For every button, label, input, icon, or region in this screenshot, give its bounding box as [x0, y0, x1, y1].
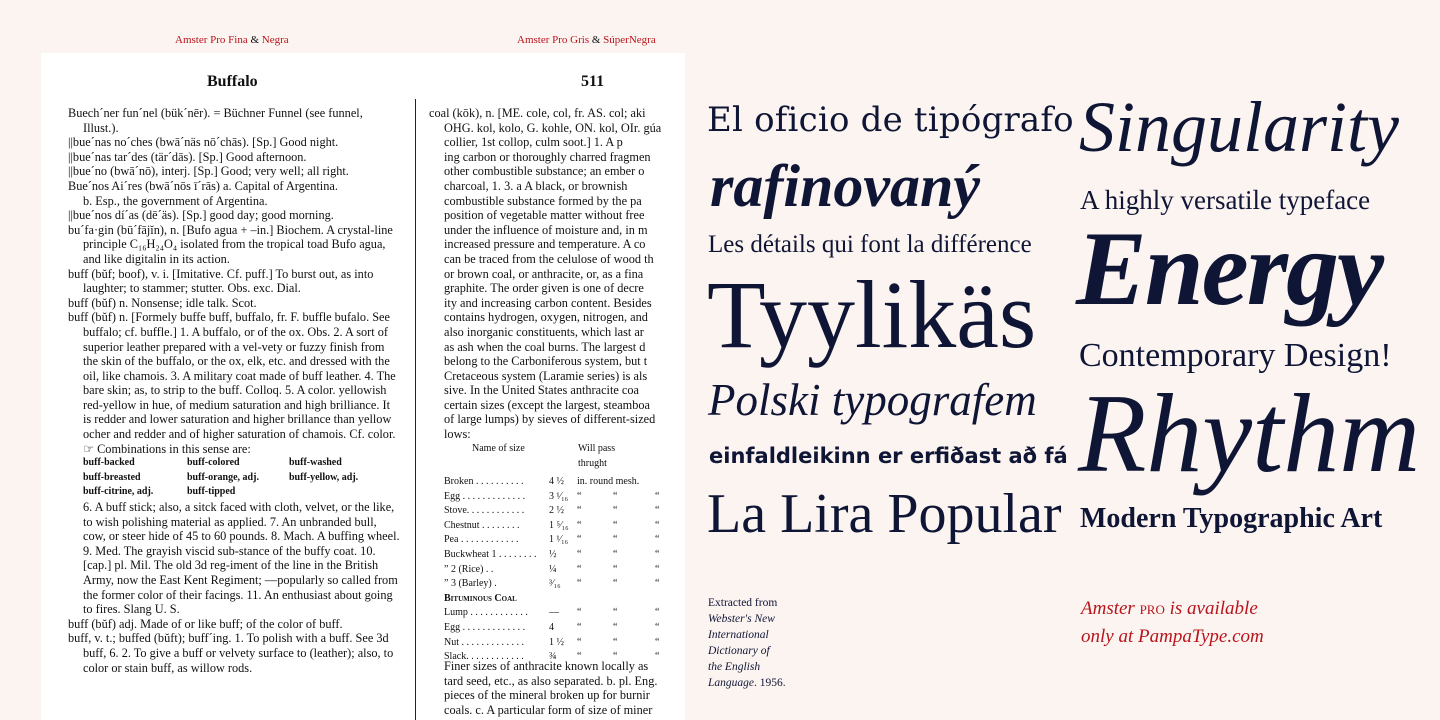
entry: ||bue´nas tar´des (tär´dās). [Sp.] Good afternoon.: [68, 149, 307, 164]
avail-pro: pro: [1139, 598, 1165, 619]
table-cell: “: [655, 490, 660, 502]
coal-size-table: [444, 441, 685, 665]
table-cell: “: [577, 548, 582, 560]
after-table-text: [444, 659, 685, 717]
combination: buff-backed: [83, 457, 135, 469]
combinations-note: ☞ Combinations in this sense are:: [83, 441, 251, 456]
table-cell: ” 3 (Barley) .: [444, 578, 497, 590]
credit-line: Dictionary of: [708, 645, 770, 657]
table-cell: “: [613, 578, 618, 590]
font-name-fina: Amster Pro Fina: [175, 34, 248, 46]
table-row: [444, 533, 685, 548]
entry-line: under the influence of moisture and, in m: [444, 222, 648, 237]
entry-line: contains hydrogen, oxygen, nitrogen, and: [444, 310, 648, 325]
table-cell: ¾: [549, 651, 557, 663]
ampersand: &: [591, 34, 601, 46]
entry-line: coals. c. A particular form of size of miner: [444, 702, 653, 717]
entry: b. Esp., the government of Argentina.: [83, 193, 268, 208]
specimen-singularity: Singularity: [1079, 87, 1399, 167]
table-cell: 1 ½: [549, 636, 564, 648]
column-divider: [415, 99, 416, 720]
combination: buff-orange, adj.: [187, 471, 259, 483]
table-cell: 1 ¹⁄₁₆: [549, 534, 569, 546]
table-cell: ” 2 (Rice) . .: [444, 563, 494, 575]
table-cell: “: [655, 578, 660, 590]
entry-line: of large lumps) by sieves of different-sized: [444, 412, 656, 427]
table-row: [444, 606, 685, 621]
entry-line: as ash when the coal burns. The largest d: [444, 339, 646, 354]
entry-line: sive. In the United States anthracite coa: [444, 383, 639, 398]
specimen-oficio: El oficio de tipógrafo: [707, 100, 1074, 140]
table-cell: —: [549, 607, 559, 619]
entry: ||bue´nas no´ches (bwā´näs nō´chās). [Sp.] Good night.: [68, 135, 339, 150]
table-cell: 3 ¹⁄₁₆: [549, 490, 569, 502]
entry-line: or brown coal, or anthracite, or, as a fina: [444, 266, 644, 281]
font-name-supernegra: SúperNegra: [603, 34, 656, 46]
dictionary-page: [41, 53, 685, 720]
right-column: [429, 106, 685, 442]
credit-line: the English: [708, 661, 761, 673]
table-cell: “: [577, 636, 582, 648]
entry-line: ing carbon or thoroughly charred fragmen: [444, 149, 651, 164]
table-row: [444, 636, 685, 651]
table-cell: in. round mesh.: [577, 476, 640, 487]
avail-name: Amster: [1081, 598, 1135, 619]
combination: buff-colored: [187, 457, 240, 469]
table-cell: “: [655, 621, 660, 633]
table-cell: ¼: [549, 563, 557, 575]
entry: Buech´ner fun´nel (bük´nēr). = Büchner Funnel (see funnel, Illust.).: [68, 106, 363, 135]
page-number: 511: [581, 73, 605, 90]
col-header-size: Name of size: [472, 443, 525, 454]
table-row: [444, 621, 685, 636]
table-cell: 4 ½: [549, 476, 564, 487]
entry-line: Cretaceous system (Laramie series) is als: [444, 368, 648, 383]
table-body: [444, 475, 685, 592]
table-body: [444, 606, 685, 664]
entry-line: charcoal, 1. 3. a A black, or brownish: [444, 178, 628, 193]
entry-line: Finer sizes of anthracite known locally as: [444, 659, 649, 673]
entry-line: graphite. The order given is one of decre: [444, 281, 644, 296]
table-cell: “: [613, 636, 618, 648]
table-section: [444, 592, 685, 607]
table-cell: ³⁄₁₆: [549, 578, 561, 590]
table-cell: “: [613, 563, 618, 575]
specimen-lira: La Lira Popular: [707, 483, 1062, 545]
table-cell: Slack. . . . . . . . . . . .: [444, 651, 524, 663]
entry: 6. A buff stick; also, a sitck faced with cloth, velvet, or the like, to wish polishing material as applied. 7. An unbranded bull, cow, or steer hide of 45 to 60 pounds. 8. Mach. A buffing wheel. 9. Med. The grayish viscid sub-stance of the buffy coat. 10. [cap.] pl. Mil. The old 3d reg-iment of the line in the British Army, now the East Kent Regiment; —popularly so called from the former color of their facings. 11. An enthusiast about going to fires. Slang U. S.: [83, 500, 400, 617]
entry-line: also inorganic constituents, which last ar: [444, 324, 644, 339]
entry-line: lows:: [444, 427, 471, 442]
specimen-contemporary: Contemporary Design!: [1079, 337, 1392, 374]
table-row: [444, 563, 685, 578]
table-cell: Chestnut . . . . . . . .: [444, 519, 520, 531]
table-cell: ½: [549, 548, 557, 560]
table-cell: “: [577, 621, 582, 633]
entry-line: can be traced from the celulose of wood th: [444, 251, 654, 266]
credit-line: Extracted from: [708, 597, 778, 609]
specimen-rhythm: Rhythm: [1078, 372, 1421, 496]
combination: buff-citrine, adj.: [83, 486, 154, 498]
entry-line: tard seed, etc., as also separated. b. pl. Eng.: [444, 673, 658, 688]
col-header-through: thrught: [578, 458, 607, 469]
table-cell: Buckwheat 1 . . . . . . . .: [444, 548, 537, 560]
entry-line: position of vegetable matter without free: [444, 208, 645, 223]
combination: [289, 485, 399, 500]
combination: buff-breasted: [83, 471, 141, 483]
credit-line: International: [708, 629, 769, 641]
entry-line: combustible substance formed by the pa: [444, 193, 642, 208]
table-row: [444, 490, 685, 505]
table-cell: Nut . . . . . . . . . . . . .: [444, 636, 524, 648]
entry: buff, v. t.; buffed (bŭft); buff´ing. 1. To polish with a buff. See 3d buff, 6. 2. To give a buff or velvety surface to (leather); also, to color or stain buff, as willow rods.: [68, 631, 394, 675]
table-cell: “: [613, 534, 618, 546]
entry-line: pieces of the mineral broken up for burnir: [444, 688, 650, 703]
entry-line: certain sizes (except the largest, steamboa: [444, 397, 650, 412]
entry: buff (bŭf) n. [Formely buffe buff, buffalo, fr. F. buffle bufalo. See buffalo; cf. buffle.] 1. A buffalo, or of the ox. Obs. 2. A sort of superior leather prepared with a vel-vety or fuzzy finish from the skin of the buffalo, or the ox, elk, etc. and dressed with the oil, like chamois. 3. A military coat made of buff leather. 4. The bare skin; as, to strip to the buff. Colloq. 5. A color. yellowish red-yellow in hue, of medium saturation and high brilliance. It is redder and lower saturation and higher brillance than yellow ocher and redder and of higher saturation of chamois. Cf. color.: [68, 310, 396, 442]
table-cell: “: [655, 607, 660, 619]
entry: buff (bŭf) n. Nonsense; idle talk. Scot.: [68, 295, 257, 310]
entry: buff (bŭf) adj. Made of or like buff; of the color of buff.: [68, 616, 343, 631]
table-cell: “: [577, 505, 582, 517]
specimen-versatile: A highly versatile typeface: [1080, 185, 1371, 215]
table-cell: “: [577, 519, 582, 531]
specimen-polski: Polski typografem: [708, 375, 1037, 425]
table-cell: “: [613, 607, 618, 619]
page-headword: Buffalo: [207, 73, 258, 90]
table-row: [444, 475, 685, 490]
entry-line: coal (kōk), n. [ME. cole, col, fr. AS. col; aki: [429, 106, 646, 120]
table-row: [444, 577, 685, 592]
avail-text: is available: [1164, 598, 1258, 619]
section-title: Bituminous Coal: [444, 592, 517, 604]
table-cell: 1 ⁵⁄₁₆: [549, 519, 569, 531]
left-column: [68, 106, 401, 675]
left-font-label: [175, 34, 289, 46]
entry: ||bue´no (bwā´nō), interj. [Sp.] Good; very well; all right.: [68, 164, 349, 179]
table-cell: “: [613, 621, 618, 633]
table-cell: [613, 475, 655, 490]
entry-line: ity and increasing carbon content. Besides: [444, 295, 652, 310]
credit-line: Language: [708, 677, 754, 689]
table-cell: “: [577, 490, 582, 502]
entry-line: collier, 1st collop, culm soot.] 1. A p: [444, 135, 623, 150]
table-cell: “: [613, 519, 618, 531]
table-cell: “: [655, 534, 660, 546]
entry: bu´fa·gin (bū´fājĭn), n. [Bufo agua + –in.] Biochem. A crystal-line principle C₁₆H₂₄O₄ isolated from the tropical toad Bufo agua, and like digitalin in its action.: [68, 222, 393, 266]
table-cell: “: [655, 505, 660, 517]
avail-link[interactable]: only at PampaType.com: [1081, 626, 1264, 647]
specimen-rafinovany: rafinovaný: [710, 153, 980, 219]
table-row: [444, 548, 685, 563]
table-cell: “: [655, 636, 660, 648]
entry: ||bue´nos dí´as (dē´äs). [Sp.] good day; good morning.: [68, 208, 334, 223]
table-cell: “: [577, 534, 582, 546]
source-credit: [708, 595, 786, 691]
col-header-will: Will pass: [578, 443, 616, 454]
entry-line: increased pressure and temperature. A co: [444, 237, 646, 252]
specimen-einfaldleikinn: einfaldleikinn er erfiðast að fá: [709, 444, 1068, 468]
table-cell: “: [577, 607, 582, 619]
table-cell: 2 ½: [549, 505, 564, 517]
combinations-grid: [68, 456, 401, 500]
specimen-tyylikas: Tyylikäs: [707, 261, 1037, 368]
table-row: [444, 504, 685, 519]
table-cell: “: [577, 578, 582, 590]
table-cell: “: [655, 651, 660, 663]
table-cell: “: [577, 563, 582, 575]
table-cell: Broken . . . . . . . . . .: [444, 476, 524, 487]
right-font-label: [517, 34, 656, 46]
entry-line: OHG. kol, kolo, G. kohle, ON. kol, OIr. gúa: [444, 120, 662, 135]
combination: buff-yellow, adj.: [289, 471, 359, 483]
table-cell: “: [577, 651, 582, 663]
table-cell: [655, 475, 685, 490]
ampersand: &: [250, 34, 260, 46]
availability-note: [1081, 595, 1264, 651]
table-cell: 4: [549, 621, 554, 633]
entry: buff (bŭf; boof), v. i. [Imitative. Cf. puff.] To burst out, as into laughter; to stammer; stutter. Obs. exc. Dial.: [68, 266, 374, 296]
specimen-modern: Modern Typographic Art: [1080, 503, 1383, 534]
table-cell: Egg . . . . . . . . . . . . .: [444, 490, 526, 502]
table-cell: “: [613, 651, 618, 663]
combination: buff-tipped: [187, 486, 236, 498]
table-header: [444, 441, 685, 475]
credit-line: Webster's New: [708, 613, 775, 625]
table-cell: “: [613, 505, 618, 517]
table-cell: “: [655, 519, 660, 531]
table-cell: Egg . . . . . . . . . . . . .: [444, 621, 526, 633]
credit-year: . 1956.: [754, 677, 786, 689]
table-cell: “: [613, 490, 618, 502]
table-cell: “: [655, 548, 660, 560]
table-cell: “: [613, 548, 618, 560]
combination: buff-washed: [289, 457, 342, 469]
table-cell: Stove. . . . . . . . . . . .: [444, 505, 525, 517]
table-cell: Pea . . . . . . . . . . . .: [444, 534, 519, 546]
font-name-gris: Amster Pro Gris: [517, 34, 590, 46]
table-cell: “: [655, 563, 660, 575]
entry-line: belong to the Carboniferous system, but t: [444, 354, 648, 369]
font-name-negra: Negra: [261, 34, 289, 46]
table-cell: Lump . . . . . . . . . . . .: [444, 607, 528, 619]
entry: Bue´nos Ai´res (bwā´nōs ī´rās) a. Capital of Argentina.: [68, 178, 338, 193]
entry-line: other combustible substance; an ember o: [444, 164, 645, 179]
specimen-details: Les détails qui font la différence: [708, 231, 1032, 258]
table-row: [444, 519, 685, 534]
specimen-energy: Energy: [1076, 210, 1382, 327]
